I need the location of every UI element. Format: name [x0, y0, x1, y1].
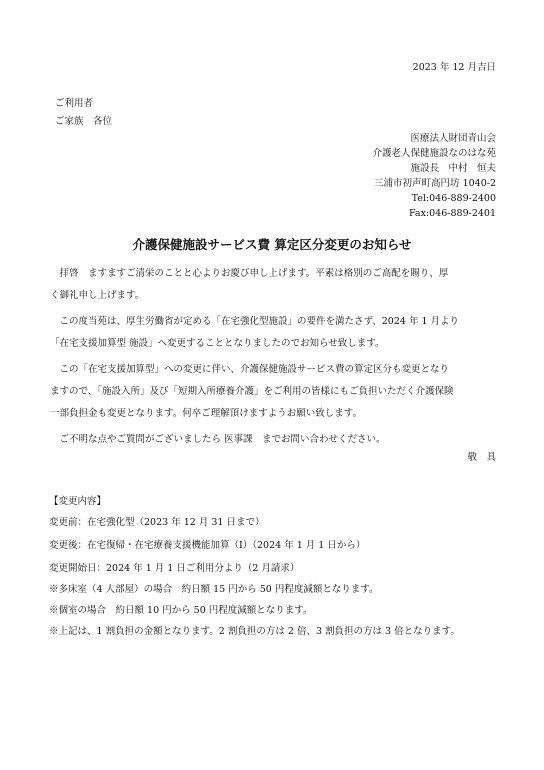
sender-facility: 介護老人保健施設なのはな苑 — [372, 148, 496, 159]
change-note-private-room: ※個室の場合 約日額 10 円から 50 円程度減額となります。 — [49, 605, 313, 616]
change-item-start-date: 変更開始日：2024 年 1 月 1 日ご利用分より（2 月請求） — [49, 563, 300, 574]
change-note-burden-ratio: ※上記は、1 割負担の金額となります。2 割負担の方は 2 倍、3 割負担の方は 3 倍となります。 — [49, 626, 460, 637]
sender-fax: Fax:046-889-2401 — [408, 208, 496, 219]
body-paragraph-1-line-2: く御礼申し上げます。 — [50, 290, 145, 301]
recipient-families: ご家族 各位 — [55, 116, 113, 127]
change-item-before: 変更前：在宅強化型（2023 年 12 月 31 日まで） — [49, 517, 265, 528]
sender-director: 施設長 中村 恒夫 — [410, 163, 496, 174]
changes-header: 【変更内容】 — [49, 496, 107, 507]
body-paragraph-2-line-1: この度当苑は、厚生労働省が定める「在宅強化型施設」の要件を満たさず、2024 年 1 月より — [50, 316, 460, 327]
body-paragraph-3-line-1: この「在宅支援加算型」への変更に伴い、介護保健施設サービス費の算定区分も変更となり — [50, 364, 450, 375]
change-note-shared-room: ※多床室（4 人部屋）の場合 約日額 15 円から 50 円程度減額となります。 — [49, 584, 379, 595]
body-paragraph-2-line-2: 「在宅支援加算型 施設」へ変更することとなりましたのでお知らせ致します。 — [50, 338, 385, 349]
body-paragraph-3-line-3: 一部負担金も変更となります。何卒ご理解頂けますようお願い致します。 — [50, 408, 362, 419]
change-item-after: 変更後：在宅復帰・在宅療養支援機能加算（Ⅰ）（2024 年 1 月 1 日から） — [49, 540, 366, 551]
document-title: 介護保健施設サービス費 算定区分変更のお知らせ — [132, 237, 412, 252]
closing-keigu: 敬 具 — [467, 452, 496, 463]
body-paragraph-1-line-1: 拝啓 ますますご清栄のことと心よりお慶び申し上げます。平素は格別のご高配を賜り、厚 — [50, 268, 449, 279]
recipient-users: ご利用者 — [55, 98, 94, 109]
issue-date: 2023 年 12 月吉日 — [412, 62, 496, 73]
body-paragraph-3-line-2: ますので、「施設入所」及び「短期入所療養介護」をご利用の皆様にもご負担いただく介護保険 — [50, 386, 454, 397]
sender-address: 三浦市初声町高円坊 1040-2 — [374, 178, 496, 189]
sender-tel: Tel:046-889-2400 — [411, 193, 496, 204]
sender-corporation: 医療法人財団青山会 — [410, 133, 496, 144]
body-paragraph-4-line-1: ご不明な点やご質問がございましたら 医事課 までお問い合わせください。 — [50, 434, 386, 445]
